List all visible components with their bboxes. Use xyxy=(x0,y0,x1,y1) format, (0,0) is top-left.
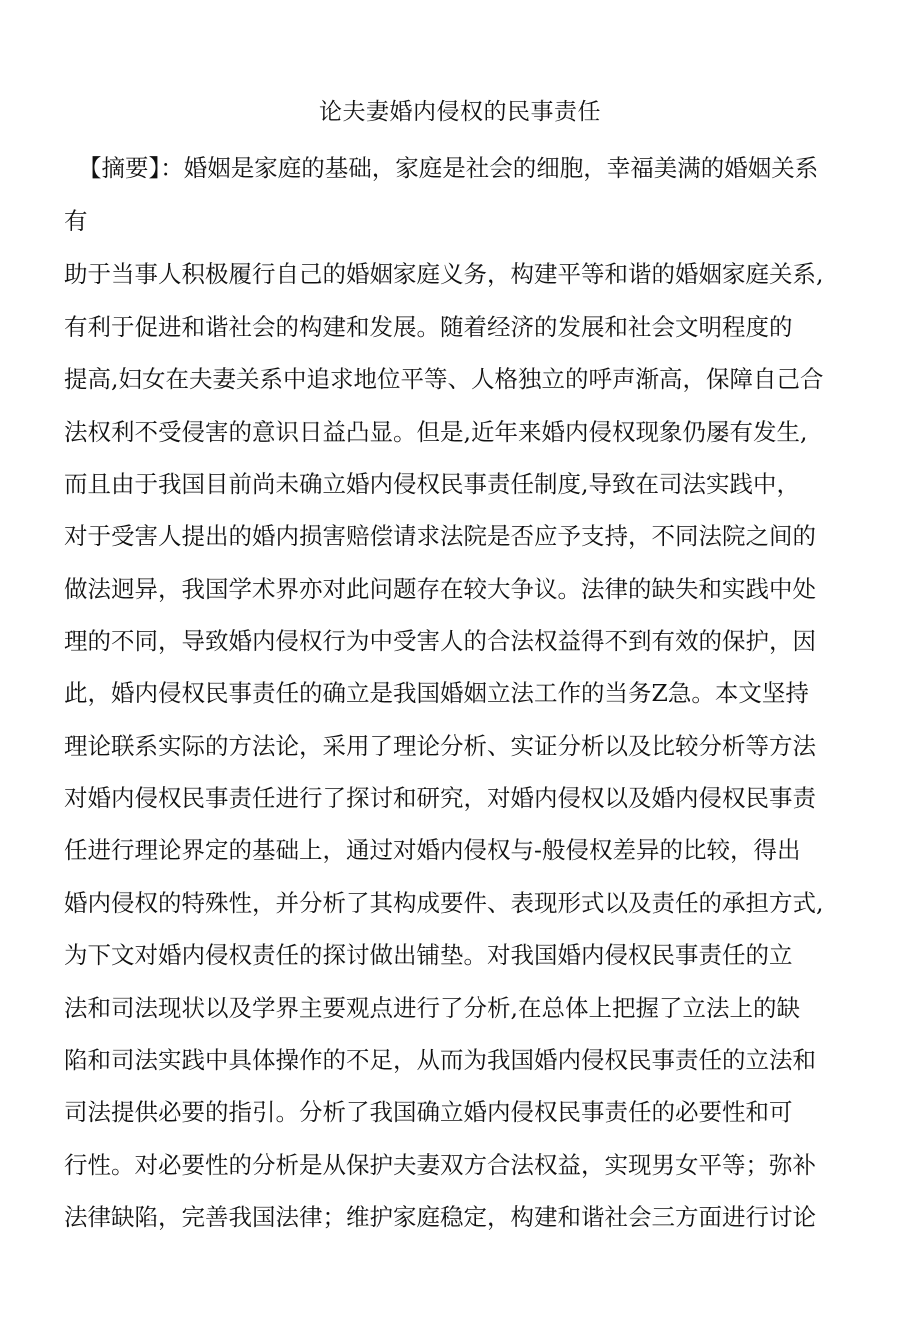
abstract-line-3: 助于当事人积极履行自己的婚姻家庭义务，构建平等和谐的婚姻家庭关系, xyxy=(64,260,824,288)
abstract-line-1: 【摘要】：婚姻是家庭的基础，家庭是社会的细胞，幸福美满的婚姻关系 xyxy=(78,154,819,182)
abstract-line-7: 而且由于我国目前尚未确立婚内侵权民事责任制度,导致在司法实践中， xyxy=(64,470,800,498)
abstract-line-8: 对于受害人提出的婚内损害赔偿请求法院是否应予支持，不同法院之间的 xyxy=(64,522,816,550)
abstract-line-6: 法权利不受侵害的意识日益凸显。但是,近年来婚内侵权现象仍屡有发生, xyxy=(64,418,808,446)
abstract-line-15: 婚内侵权的特殊性，并分析了其构成要件、表现形式以及责任的承担方式, xyxy=(64,889,824,917)
abstract-line-5: 提高,妇女在夫妻关系中追求地位平等、人格独立的呼声渐高，保障自己合 xyxy=(64,365,824,393)
abstract-line-18: 陷和司法实践中具体操作的不足，从而为我国婚内侵权民事责任的立法和 xyxy=(64,1046,816,1074)
abstract-line-2: 有 xyxy=(64,207,88,235)
abstract-line-19: 司法提供必要的指引。分析了我国确立婚内侵权民事责任的必要性和可 xyxy=(64,1098,793,1126)
document-title: 论夫妻婚内侵权的民事责任 xyxy=(319,99,601,125)
abstract-line-12: 理论联系实际的方法论，采用了理论分析、实证分析以及比较分析等方法 xyxy=(64,732,816,760)
abstract-line-16: 为下文对婚内侵权责任的探讨做出铺垫。对我国婚内侵权民事责任的立 xyxy=(64,941,793,969)
abstract-line-4: 有利于促进和谐社会的构建和发展。随着经济的发展和社会文明程度的 xyxy=(64,313,793,341)
abstract-line-9: 做法迥异，我国学术界亦对此问题存在较大争议。法律的缺失和实践中处 xyxy=(64,575,816,603)
abstract-line-11: 此，婚内侵权民事责任的确立是我国婚姻立法工作的当务Z急。本文坚持 xyxy=(64,679,809,707)
abstract-line-10: 理的不同，导致婚内侵权行为中受害人的合法权益得不到有效的保护，因 xyxy=(64,627,816,655)
abstract-line-13: 对婚内侵权民事责任进行了探讨和研究，对婚内侵权以及婚内侵权民事责 xyxy=(64,784,816,812)
abstract-line-20: 行性。对必要性的分析是从保护夫妻双方合法权益，实现男女平等；弥补 xyxy=(64,1151,816,1179)
abstract-line-21: 法律缺陷，完善我国法律；维护家庭稳定，构建和谐社会三方面进行讨论 xyxy=(64,1203,816,1231)
abstract-line-14: 任进行理论界定的基础上，通过对婚内侵权与-般侵权差异的比较，得出 xyxy=(64,836,801,864)
abstract-line-17: 法和司法现状以及学界主要观点进行了分析,在总体上把握了立法上的缺 xyxy=(64,994,800,1022)
